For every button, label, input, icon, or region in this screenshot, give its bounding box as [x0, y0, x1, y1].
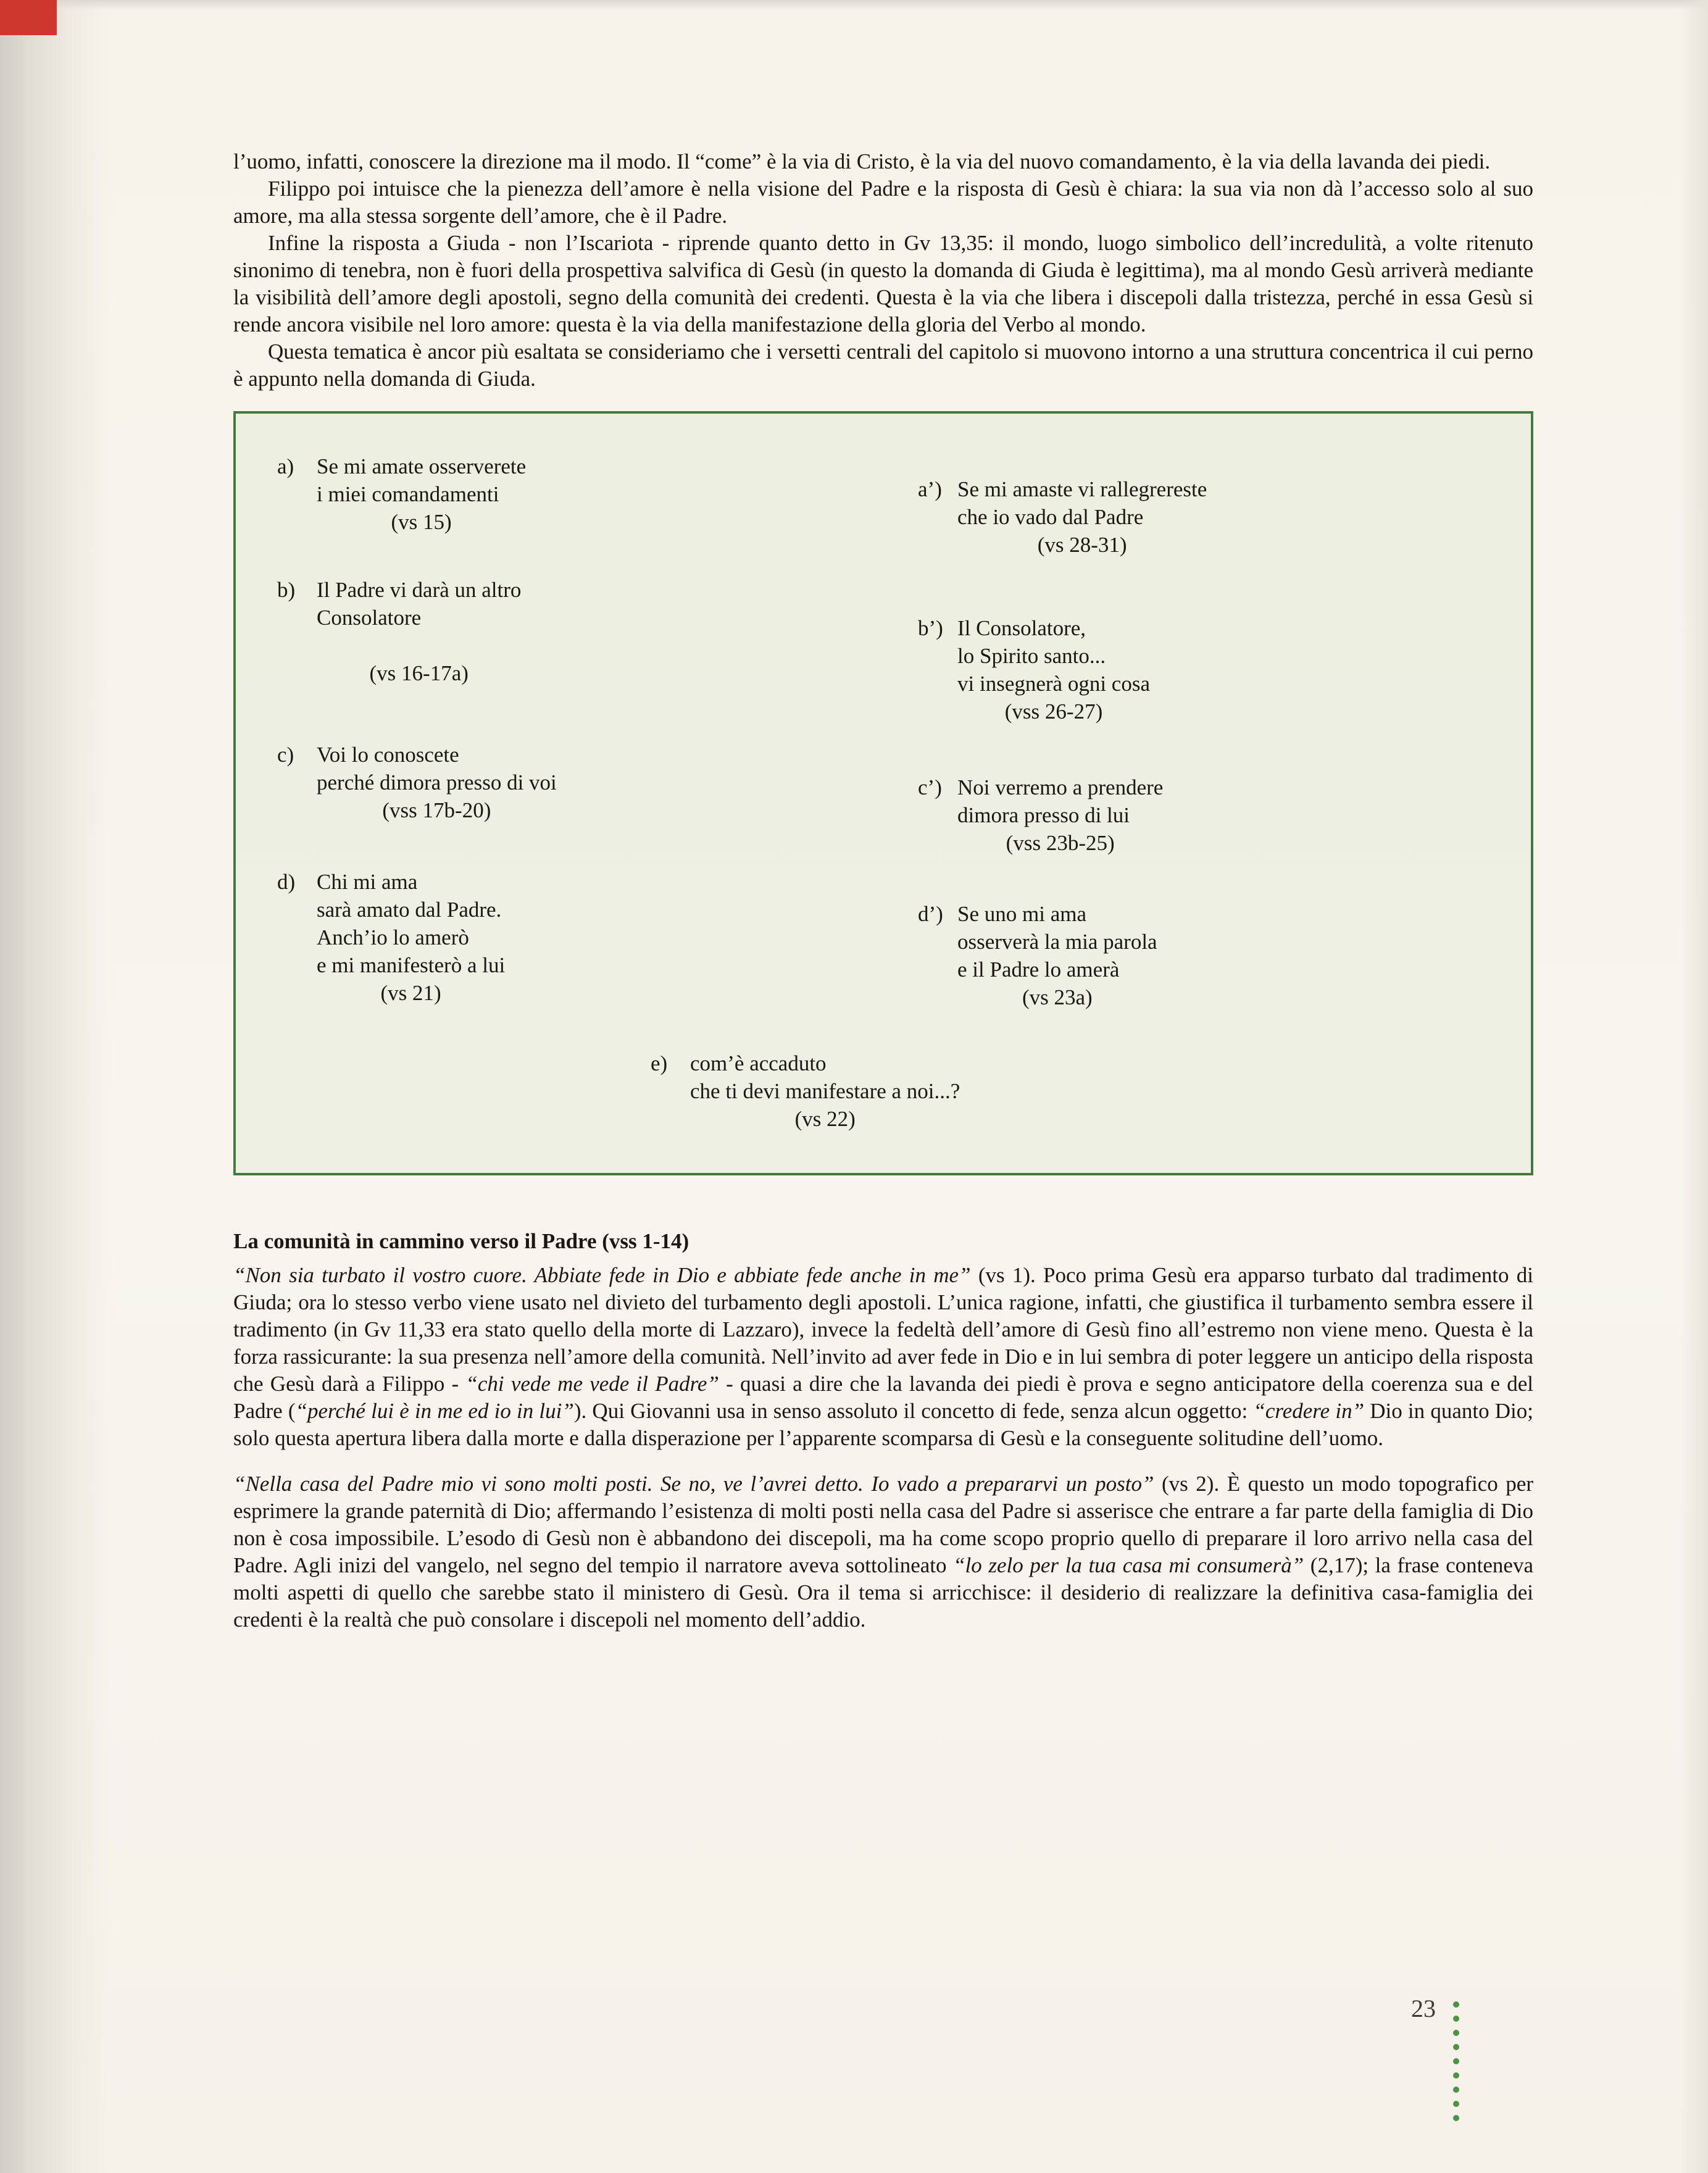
- structure-item-c1: [918, 774, 1163, 857]
- verse-ref: (vs 28-31): [1037, 533, 1127, 557]
- red-corner-mark: [0, 0, 57, 35]
- dot: [1453, 2001, 1459, 2008]
- section-paragraph: “Nella casa del Padre mio vi sono molti posti. Se no, ve l’avrei detto. Io vado a prepararvi un posto” (vs 2). È questo un modo topografico per esprimere la grande paternità di Dio; affermando l’esistenza di molti posti nella casa del Padre si asserisce che entrare a far parte della famiglia di Dio non è cosa impossibile. L’esodo di Gesù non è abbandono dei discepoli, ma ha come scopo proprio quello di preparare il loro arrivo nella casa del Padre. Agli inizi del vangelo, nel segno del tempio il narratore aveva sottolineato “lo zelo per la tua casa mi consumerà” (2,17); la frase conteneva molti aspetti di quello che sarebbe stato il ministero di Gesù. Ora il tema si arricchisce: il desiderio di realizzare la definitiva casa-famiglia dei credenti è la realtà che può consolare i discepoli nel momento dell’addio.: [233, 1472, 1533, 1632]
- item-label: c): [277, 743, 294, 767]
- paragraph: Filippo poi intuisce che la pienezza dell’amore è nella visione del Padre e la risposta di Gesù è chiara: la sua via non dà l’accesso solo al suo amore, ma alla stessa sorgente dell’amore, che è il Padre.: [233, 177, 1533, 228]
- verse-ref: (vs 16-17a): [369, 661, 469, 685]
- item-text: Se mi amaste vi rallegrereste che io vado dal Padre (vs 28-31): [957, 475, 1207, 559]
- item-label: a): [277, 454, 294, 478]
- page-number: 23: [1411, 1995, 1436, 2022]
- section-heading: La comunità in cammino verso il Padre (vss 1-14): [233, 1229, 689, 1253]
- item-label: b): [277, 578, 296, 602]
- verse-ref: (vs 21): [380, 981, 441, 1005]
- paragraph-continuation: l’uomo, infatti, conoscere la direzione ma il modo. Il “come” è la via di Cristo, è la via del nuovo comandamento, è la via della lavanda dei piedi.: [233, 149, 1491, 173]
- verse-ref: (vs 23a): [1022, 985, 1093, 1009]
- item-text: Chi mi ama sarà amato dal Padre. Anch’io lo amerò e mi manifesterò a lui (vs 21): [317, 868, 505, 1007]
- item-label: c’): [918, 775, 942, 799]
- item-label: e): [651, 1051, 668, 1075]
- page-edge-shadow-top: [0, 0, 1708, 10]
- dot: [1453, 2101, 1459, 2107]
- item-text: Se mi amate osserverete i miei comandamenti (vs 15): [317, 453, 526, 536]
- structure-item-d: [277, 868, 505, 1007]
- verse-ref: (vss 17b-20): [382, 798, 491, 822]
- verse-ref: (vs 15): [391, 510, 452, 534]
- concentric-structure-box: [233, 411, 1533, 1175]
- structure-item-e: [651, 1049, 960, 1133]
- item-text: Il Padre vi darà un altro Consolatore (vs 16-17a): [317, 576, 521, 687]
- item-label: b’): [918, 616, 943, 640]
- verse-ref: (vss 26-27): [1004, 699, 1103, 724]
- dot: [1453, 2030, 1459, 2036]
- paragraph: Infine la risposta a Giuda - non l’Iscariota - riprende quanto detto in Gv 13,35: il mondo, luogo simbolico dell’incredulità, a volte ritenuto sinonimo di tenebra, non è fuori della prospettiva salvifica di Gesù (in questo la domanda di Giuda è legittima), ma al mondo Gesù arriverà mediante la visibilità dell’amore degli apostoli, segno della comunità dei credenti. Questa è la via che libera i discepoli dalla tristezza, perché in essa Gesù si rende ancora visibile nel loro amore: questa è la via della manifestazione della gloria del Verbo al mondo.: [233, 231, 1533, 336]
- paragraph: Questa tematica è ancor più esaltata se consideriamo che i versetti centrali del capitolo si muovono intorno a una struttura concentrica il cui perno è appunto nella domanda di Giuda.: [233, 340, 1533, 391]
- dot: [1453, 2058, 1459, 2064]
- item-text: Il Consolatore, lo Spirito santo... vi insegnerà ogni cosa (vss 26-27): [957, 614, 1150, 725]
- item-label: d): [277, 870, 296, 894]
- structure-item-b: [277, 576, 521, 687]
- verse-ref: (vs 22): [794, 1107, 856, 1131]
- item-text: Voi lo conoscete perché dimora presso di voi (vss 17b-20): [317, 741, 557, 824]
- page-edge-shadow-right: [1680, 0, 1708, 2173]
- structure-item-a1: [918, 475, 1207, 559]
- item-text: Noi verremo a prendere dimora presso di lui (vss 23b-25): [957, 774, 1163, 857]
- page-edge-shadow-left: [0, 0, 111, 2173]
- structure-item-c: [277, 741, 557, 824]
- dot: [1453, 2115, 1459, 2121]
- structure-item-b1: [918, 614, 1150, 725]
- item-text: com’è accaduto che ti devi manifestare a noi...? (vs 22): [690, 1049, 960, 1133]
- dot: [1453, 2016, 1459, 2022]
- green-dots-column: [1453, 2001, 1459, 2121]
- structure-item-d1: [918, 900, 1157, 1011]
- verse-ref: (vss 23b-25): [1006, 831, 1115, 855]
- section-paragraph: “Non sia turbato il vostro cuore. Abbiate fede in Dio e abbiate fede anche in me” (vs 1). Poco prima Gesù era apparso turbato dal tradimento di Giuda; ora lo stesso verbo viene usato nel divieto del turbamento degli apostoli. L’unica ragione, infatti, che giustifica il turbamento sembra essere il tradimento (in Gv 11,33 era stato quello della morte di Lazzaro), invece la fedeltà dell’amore di Gesù fino all’estremo non viene meno. Questa è la forza rassicurante: la sua presenza nell’amore della comunità. Nell’invito ad aver fede in Dio e in lui sembra di poter leggere un anticipo della risposta che Gesù darà a Filippo - “chi vede me vede il Padre” - quasi a dire che la lavanda dei piedi è prova e segno anticipatore della coerenza sua e del Padre (“perché lui è in me ed io in lui”). Qui Giovanni usa in senso assoluto il concetto di fede, senza alcun oggetto: “credere in” Dio in quanto Dio; solo questa apertura libera dalla morte e dalla disperazione per l’apparente scomparsa di Gesù e la conseguente solitudine dell’uomo.: [233, 1263, 1533, 1450]
- item-label: a’): [918, 477, 942, 501]
- text-column: [233, 148, 1533, 1633]
- item-label: d’): [918, 902, 943, 926]
- dot: [1453, 2044, 1459, 2050]
- dot: [1453, 2087, 1459, 2093]
- structure-item-a: [277, 453, 526, 536]
- dot: [1453, 2072, 1459, 2079]
- item-text: Se uno mi ama osserverà la mia parola e il Padre lo amerà (vs 23a): [957, 900, 1157, 1011]
